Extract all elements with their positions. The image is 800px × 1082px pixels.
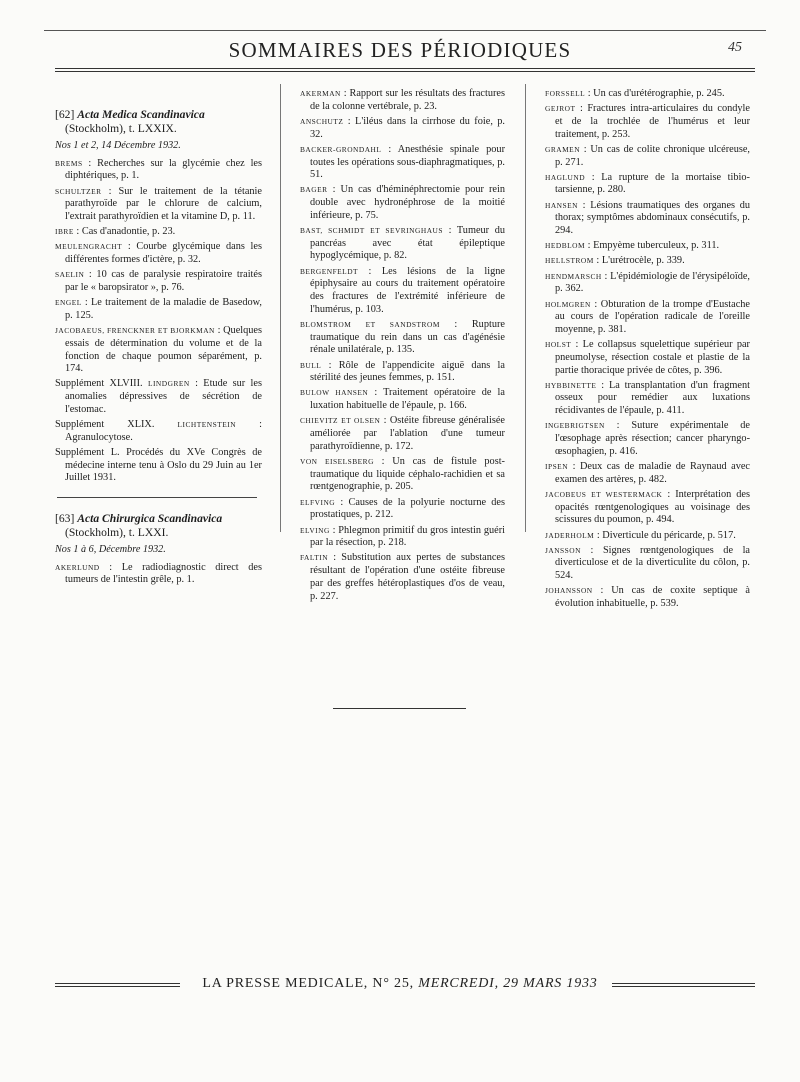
entry-list xyxy=(55,158,262,376)
article-entry: JANSSON : Signes rœntgenologiques de la diverticulose et de la diverticulite du côlon, p. 524. xyxy=(545,544,750,582)
entry-text: Causes de la polyurie nocturne des prostatiques, p. 212. xyxy=(310,496,505,521)
entry-author: BAST, SCHMIDT ET SEVRINGHAUS xyxy=(300,226,443,236)
entry-author: ELFVING xyxy=(300,497,336,507)
entry-author: BAGER xyxy=(300,185,328,195)
article-entry: VON EISELSBERG : Un cas de fistule post-traumatique du liquide céphalo-rachidien et sa rœntgenographie, p. 205. xyxy=(300,455,505,493)
entry-author: ENGEL xyxy=(55,298,82,308)
entry-author: JANSSON xyxy=(545,545,581,555)
entry-text: Signes rœntgenologiques de la diverticulose et de la diverticulite du côlon, p. 524. xyxy=(555,544,750,582)
article-entry: HELLSTROM : L'urétrocèle, p. 339. xyxy=(545,255,685,267)
entry-text: Procédés du XVe Congrès de médecine interne tenu à Oslo du 29 Juin au 1er Juillet 1931. xyxy=(65,446,262,484)
article-entry: AKERMAN : Rapport sur les résultats des fractures de la colonne vertébrale, p. 23. xyxy=(300,88,505,112)
entry-author: HENDMARSCH xyxy=(545,271,602,281)
article-entry: IBRE : Cas d'anadontie, p. 23. xyxy=(55,226,176,238)
journal-issue: Nos 1 et 2, 14 Décembre 1932. xyxy=(55,140,181,151)
entry-text: Un cas d'urétérographie, p. 245. xyxy=(593,88,725,99)
entry-text: Les lésions de la ligne épiphysaire au cours du traitement opératoire des fractures de l'extrémité inférieure de l'humérus, p. 103. xyxy=(310,265,505,315)
article-entry: FALTIN : Substitution aux pertes de substances résultant de l'opération d'une ostéite fibreuse par des greffes hétéroplastiques d'os de veau, p. 227. xyxy=(300,552,505,602)
entry-author: GRAMEN xyxy=(545,144,581,154)
entry-author: JACOBEUS ET WESTERMACK xyxy=(545,489,663,499)
article-entry xyxy=(55,447,262,485)
entry-list xyxy=(55,562,262,587)
journal-separator xyxy=(57,497,257,498)
entry-text: Phlegmon primitif du gros intestin guéri par la résection, p. 218. xyxy=(310,524,505,549)
journal-name: Acta Medica Scandinavica xyxy=(77,108,205,121)
entry-author: INGEBRIGTSEN xyxy=(545,421,605,431)
entry-text: Le collapsus squelettique supérieur par pneumolyse, résection costale et plastie de la partie thoracique privée de côtes, p. 396. xyxy=(555,339,750,376)
column-3 xyxy=(545,88,750,613)
entry-author: BERGENFELDT xyxy=(300,266,359,276)
article-entry: BULOW HANSEN : Traitement opératoire de la luxation habituelle de l'épaule, p. 166. xyxy=(300,387,505,412)
article-entry: HAGLUND : La rupture de la mortaise tibio-tarsienne, p. 280. xyxy=(545,171,750,196)
article-entry: CHIEVITZ ET OLSEN : Ostéite fibreuse généralisée améliorée par l'ablation d'une tumeur parathyroïdienne, p. 172. xyxy=(300,415,505,452)
column-divider-right xyxy=(525,84,526,532)
article-entry: BAGER : Un cas d'héminéphrectomie pour rein double avec hydronéphrose de la moitié inférieure, p. 75. xyxy=(300,184,505,221)
entry-author: JOHANSSON xyxy=(545,586,593,596)
article-entry: ELVING : Phlegmon primitif du gros intestin guéri par la résection, p. 218. xyxy=(300,524,505,549)
article-entry: SCHULTZER : Sur le traitement de la tétanie parathyroïde par le chlorure de calcium, l'extrait parathyroïdien et la vitamine D, p. 11. xyxy=(55,185,262,223)
article-entry: GRAMEN : Un cas de colite chronique ulcéreuse, p. 271. xyxy=(545,143,750,168)
entry-text: La rupture de la mortaise tibio-tarsienne, p. 280. xyxy=(555,171,750,196)
journal-number: [63] xyxy=(55,512,75,526)
entry-author: IBRE xyxy=(55,227,74,237)
article-entry: BAST, SCHMIDT ET SEVRINGHAUS : Tumeur du pancréas avec état épileptique hypoglycémique, p. 82. xyxy=(300,225,506,262)
article-entry: AKERLUND : Le radiodiagnostic direct des tumeurs de l'intestin grêle, p. 1. xyxy=(55,561,262,586)
entry-author: ELVING xyxy=(300,525,330,535)
column-2 xyxy=(300,88,505,606)
entry-text: Rôle de l'appendicite aiguë dans la stérilité des jeunes femmes, p. 151. xyxy=(310,359,505,384)
entry-list xyxy=(545,88,750,611)
article-entry: ANSCHUTZ : L'iléus dans la cirrhose du foie, p. 32. xyxy=(300,115,505,140)
entry-author: JACOBAEUS, FRENCKNER ET BJORKMAN xyxy=(55,326,215,336)
entry-text: Ostéite fibreuse généralisée améliorée par l'ablation d'une tumeur parathyroïdienne, p. 172. xyxy=(310,415,505,452)
journal-place: (Stockholm), t. LXXIX. xyxy=(65,122,177,135)
article-entry: Supplément XLVIII. LINDGREN : Etude sur les anomalies dépressives de sécrétion de l'estomac. xyxy=(55,378,262,415)
entry-text: Un cas de coxite septique à évolution inhabituelle, p. 539. xyxy=(555,585,750,610)
article-entry: HYBBINETTE : La transplantation d'un fragment osseux pour remédier aux luxations récidivantes de l'épaule, p. 411. xyxy=(545,379,750,417)
article-entry: HOLMGREN : Obturation de la trompe d'Eustache au cours de l'opération radicale de l'oreille moyenne, p. 381. xyxy=(545,298,750,335)
article-entry: FORSSELL : Un cas d'urétérographie, p. 245. xyxy=(545,88,725,99)
journal-heading-63 xyxy=(55,512,262,540)
entry-text: Rapport sur les résultats des fractures de la colonne vertébrale, p. 23. xyxy=(310,88,505,112)
entry-author: HYBBINETTE xyxy=(545,380,597,390)
entry-text: La transplantation d'un fragment osseux pour remédier aux luxations récidivantes de l'épaule, p. 411. xyxy=(555,379,750,417)
footer-issue-number: N° 25, xyxy=(372,976,414,991)
article-entry: Supplément XLIX. LICHTENSTEIN : Agranulocytose. xyxy=(55,419,262,443)
entry-text: Lésions traumatiques des organes du thorax; symptômes abdominaux consécutifs, p. 294. xyxy=(555,199,750,237)
entry-author: LINDGREN xyxy=(147,379,190,389)
entry-author: AKERMAN xyxy=(300,89,341,98)
article-entry: JADERHOLM : Diverticule du péricarde, p. 517. xyxy=(545,529,736,541)
center-short-rule xyxy=(333,708,466,709)
entry-author: BACKER-GRONDAHL xyxy=(300,144,382,154)
article-entry: HEDBLOM : Empyème tuberculeux, p. 311. xyxy=(545,240,720,252)
entry-author: HELLSTROM xyxy=(545,256,594,266)
entry-text: Substitution aux pertes de substances résultant de l'opération d'une ostéite fibreuse par des greffes hétéroplastiques d'os de veau, p. 227. xyxy=(310,552,505,602)
entry-author: FORSSELL xyxy=(545,89,586,98)
article-entry: SAELIN : 10 cas de paralysie respiratoire traités par le « baropsirator », p. 76. xyxy=(55,269,262,294)
entry-text: Courbe glycémique dans les différentes formes d'ictère, p. 32. xyxy=(65,241,262,266)
top-thin-rule xyxy=(44,30,766,31)
entry-list xyxy=(300,88,505,603)
entry-text: Suture expérimentale de l'œsophage après résection; cancer pharyngo-œsophagien, p. 416. xyxy=(555,420,750,457)
entry-author: GEJROT xyxy=(545,104,576,114)
journal-issue: Nos 1 à 6, Décembre 1932. xyxy=(55,544,166,556)
footer-publication: LA PRESSE MEDICALE, xyxy=(202,976,369,991)
entry-text: Obturation de la trompe d'Eustache au cours de l'opération radicale de l'oreille moyenne, p. 381. xyxy=(555,298,750,335)
entry-author: ANSCHUTZ xyxy=(300,116,344,126)
entry-text: Un cas d'héminéphrectomie pour rein double avec hydronéphrose de la moitié inférieure, p. 75. xyxy=(310,184,505,221)
entry-text: Etude sur les anomalies dépressives de sécrétion de l'estomac. xyxy=(65,378,262,415)
article-entry: ENGEL : Le traitement de la maladie de Basedow, p. 125. xyxy=(55,297,262,321)
page-title: SOMMAIRES DES PÉRIODIQUES xyxy=(228,38,572,62)
article-entry: JACOBEUS ET WESTERMACK : Interprétation des opacités rœntgenologiques au voisinage des scissures du poumon, p. 494. xyxy=(545,488,750,526)
entry-text: Agranulocytose. xyxy=(65,431,133,443)
entry-author: CHIEVITZ ET OLSEN xyxy=(300,416,381,426)
column-divider-left xyxy=(280,84,281,532)
entry-text: Interprétation des opacités rœntgenologiques au voisinage des scissures du poumon, p. 494. xyxy=(555,488,750,526)
journal-number: [62] xyxy=(55,108,75,121)
article-entry: HENDMARSCH : L'épidémiologie de l'érysipéloïde, p. 362. xyxy=(545,270,751,295)
entry-author: BULOW HANSEN xyxy=(300,388,369,398)
supplement-label: Supplément XLIX. xyxy=(55,419,155,431)
entry-text: Tumeur du pancréas avec état épileptique hypoglycémique, p. 82. xyxy=(310,225,506,262)
column-1 xyxy=(55,88,262,590)
article-entry: GEJROT : Fractures intra-articulaires du condyle et de la trochlée de l'humérus et leur traitement, p. 253. xyxy=(545,103,750,140)
entry-text: Traitement opératoire de la luxation habituelle de l'épaule, p. 166. xyxy=(310,387,505,412)
header-double-rule xyxy=(55,68,755,72)
entry-text: Fractures intra-articulaires du condyle et de la trochlée de l'humérus et leur traitement, p. 253. xyxy=(555,103,750,140)
article-entry: HOLST : Le collapsus squelettique supérieur par pneumolyse, résection costale et plastie de la partie thoracique privée de côtes, p. 396. xyxy=(545,339,750,376)
article-entry: ELFVING : Causes de la polyurie nocturne des prostatiques, p. 212. xyxy=(300,496,505,521)
entry-text: Sur le traitement de la tétanie parathyroïde par le chlorure de calcium, l'extrait parathyroïdien et la vitamine D, p. 11. xyxy=(65,185,262,223)
entry-author: HOLST xyxy=(545,340,572,350)
entry-text: Le radiodiagnostic direct des tumeurs de l'intestin grêle, p. 1. xyxy=(65,561,262,586)
entry-text: Le traitement de la maladie de Basedow, p. 125. xyxy=(65,297,262,321)
entry-author: HAGLUND xyxy=(545,172,586,182)
entry-author: BULL xyxy=(300,360,322,370)
entry-author: SAELIN xyxy=(55,270,85,280)
entry-author: FALTIN xyxy=(300,553,329,563)
journal-place: (Stockholm), t. LXXI. xyxy=(65,526,169,540)
entry-author: BREMS xyxy=(55,158,83,168)
article-entry: INGEBRIGTSEN : Suture expérimentale de l'œsophage après résection; cancer pharyngo-œsophagien, p. 416. xyxy=(545,420,750,457)
entry-author: SCHULTZER xyxy=(55,186,102,196)
page-footer xyxy=(0,976,800,992)
article-entry: HANSEN : Lésions traumatiques des organes du thorax; symptômes abdominaux consécutifs, p. 294. xyxy=(545,199,750,237)
entry-author: IPSEN xyxy=(545,461,569,471)
supplement-label: Supplément L. xyxy=(55,446,120,458)
entry-text: Rupture traumatique du rein dans un cas d'agénésie rénale unilatérale, p. 135. xyxy=(310,318,505,356)
entry-text: 10 cas de paralysie respiratoire traités par le « baropsirator », p. 76. xyxy=(65,269,262,294)
entry-text: Cas d'anadontie, p. 23. xyxy=(81,226,176,238)
article-entry: JOHANSSON : Un cas de coxite septique à évolution inhabituelle, p. 539. xyxy=(545,585,750,610)
entry-author: AKERLUND xyxy=(55,562,100,572)
article-entry: BULL : Rôle de l'appendicite aiguë dans la stérilité des jeunes femmes, p. 151. xyxy=(300,359,505,384)
journal-name: Acta Chirurgica Scandinavica xyxy=(77,512,223,526)
article-entry: BREMS : Recherches sur la glycémie chez les diphtériques, p. 1. xyxy=(55,157,263,182)
article-entry: BERGENFELDT : Les lésions de la ligne épiphysaire au cours du traitement opératoire des fractures de l'extrémité inférieure de l'humérus, p. 103. xyxy=(300,265,505,315)
entry-text: Deux cas de maladie de Raynaud avec examen des artères, p. 482. xyxy=(555,460,750,485)
supplement-label: Supplément XLVIII. xyxy=(55,378,143,390)
page-number: 45 xyxy=(728,40,742,55)
entry-author: HANSEN xyxy=(545,200,578,210)
entry-text: L'épidémiologie de l'érysipéloïde, p. 362. xyxy=(555,270,751,295)
entry-text: Un cas de fistule post-traumatique du liquide céphalo-rachidien et sa rœntgenographie, p. 205. xyxy=(310,455,505,493)
footer-date: MERCREDI, 29 MARS 1933 xyxy=(418,976,598,991)
journal-heading-62 xyxy=(55,108,262,136)
entry-author: JADERHOLM xyxy=(545,530,595,540)
article-entry: IPSEN : Deux cas de maladie de Raynaud avec examen des artères, p. 482. xyxy=(545,460,750,485)
supplement-list xyxy=(55,378,262,485)
entry-text: Recherches sur la glycémie chez les diphtériques, p. 1. xyxy=(65,157,263,182)
entry-author: BLOMSTROM ET SANDSTROM xyxy=(300,319,440,329)
entry-author: HOLMGREN xyxy=(545,299,591,309)
entry-author: LICHTENSTEIN xyxy=(177,420,237,430)
entry-author: VON EISELSBERG xyxy=(300,456,374,466)
entry-text: Empyème tuberculeux, p. 311. xyxy=(593,240,720,252)
entry-text: Un cas de colite chronique ulcéreuse, p. 271. xyxy=(555,143,750,168)
article-entry: BLOMSTROM ET SANDSTROM : Rupture traumatique du rein dans un cas d'agénésie rénale unilatérale, p. 135. xyxy=(300,318,505,356)
entry-text: Diverticule du péricarde, p. 517. xyxy=(602,529,736,541)
entry-text: L'urétrocèle, p. 339. xyxy=(601,255,685,267)
article-entry: BACKER-GRONDAHL : Anesthésie spinale pour toutes les opérations sous-diaphragmatiques, p. 51. xyxy=(300,143,505,181)
entry-text: L'iléus dans la cirrhose du foie, p. 32. xyxy=(310,115,505,140)
article-entry: MEULENGRACHT : Courbe glycémique dans les différentes formes d'ictère, p. 32. xyxy=(55,241,262,266)
entry-author: HEDBLOM xyxy=(545,241,586,251)
article-entry: JACOBAEUS, FRENCKNER ET BJORKMAN : Quelques essais de détermination du volume et de la fonction de chaque poumon séparément, p. 174. xyxy=(55,325,262,375)
entry-author: MEULENGRACHT xyxy=(55,242,123,252)
entry-text: Quelques essais de détermination du volume et de la fonction de chaque poumon séparément, p. 174. xyxy=(65,325,262,375)
entry-text: Anesthésie spinale pour toutes les opérations sous-diaphragmatiques, p. 51. xyxy=(310,143,505,181)
